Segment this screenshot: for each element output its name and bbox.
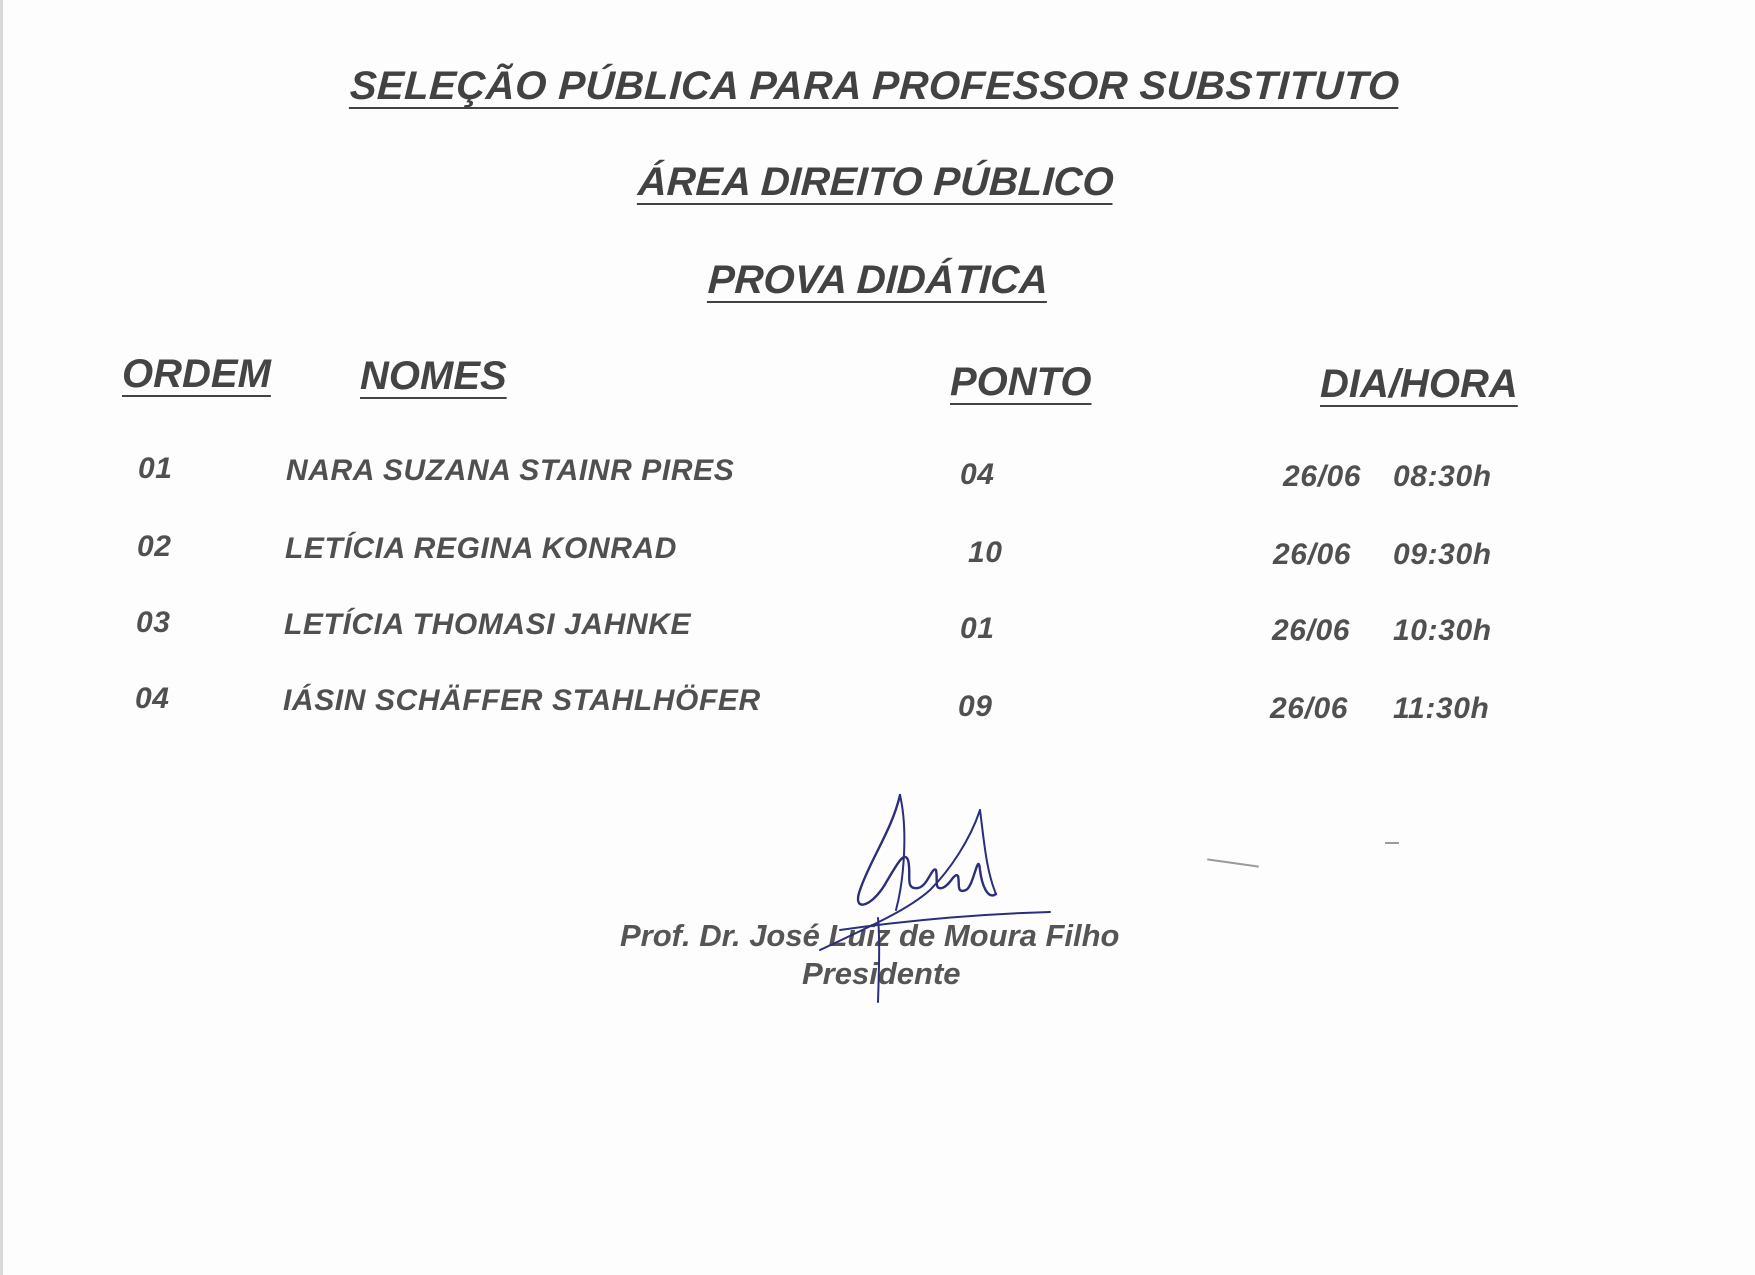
row-3-ordem: 03 bbox=[136, 606, 171, 639]
row-4-ordem: 04 bbox=[135, 682, 170, 715]
row-1-dia: 26/06 bbox=[1283, 460, 1362, 493]
row-1-ponto: 04 bbox=[960, 458, 995, 491]
row-3-hora: 10:30h bbox=[1393, 614, 1492, 647]
scan-edge bbox=[0, 0, 3, 1275]
handwritten-signature bbox=[800, 790, 1060, 1010]
scan-mark bbox=[1385, 842, 1399, 844]
row-4-dia: 26/06 bbox=[1270, 692, 1349, 725]
document-title: SELEÇÃO PÚBLICA PARA PROFESSOR SUBSTITUTO bbox=[348, 64, 1401, 108]
signatory-name: Prof. Dr. José Luiz de Moura Filho bbox=[620, 918, 1120, 953]
row-1-ordem: 01 bbox=[138, 452, 173, 485]
row-3-nome: LETÍCIA THOMASI JAHNKE bbox=[284, 608, 692, 641]
column-header-dia-hora: DIA/HORA bbox=[1320, 362, 1518, 406]
row-2-nome: LETÍCIA REGINA KONRAD bbox=[285, 532, 678, 565]
row-2-ponto: 10 bbox=[968, 536, 1003, 569]
row-1-hora: 08:30h bbox=[1393, 460, 1492, 493]
signatory-role: Presidente bbox=[802, 956, 961, 991]
row-4-ponto: 09 bbox=[958, 690, 993, 723]
row-3-dia: 26/06 bbox=[1272, 614, 1351, 647]
row-1-nome: NARA SUZANA STAINR PIRES bbox=[286, 454, 735, 487]
area-heading: ÁREA DIREITO PÚBLICO bbox=[636, 160, 1115, 204]
row-4-hora: 11:30h bbox=[1393, 692, 1490, 725]
column-header-ponto: PONTO bbox=[950, 360, 1092, 404]
column-header-nomes: NOMES bbox=[360, 354, 507, 398]
row-2-dia: 26/06 bbox=[1273, 538, 1352, 571]
row-2-ordem: 02 bbox=[137, 530, 172, 563]
exam-heading: PROVA DIDÁTICA bbox=[706, 258, 1050, 302]
row-2-hora: 09:30h bbox=[1393, 538, 1492, 571]
row-4-nome: IÁSIN SCHÄFFER STAHLHÖFER bbox=[283, 684, 761, 717]
column-header-ordem: ORDEM bbox=[122, 352, 271, 396]
scan-mark bbox=[1207, 858, 1259, 867]
row-3-ponto: 01 bbox=[960, 612, 995, 645]
